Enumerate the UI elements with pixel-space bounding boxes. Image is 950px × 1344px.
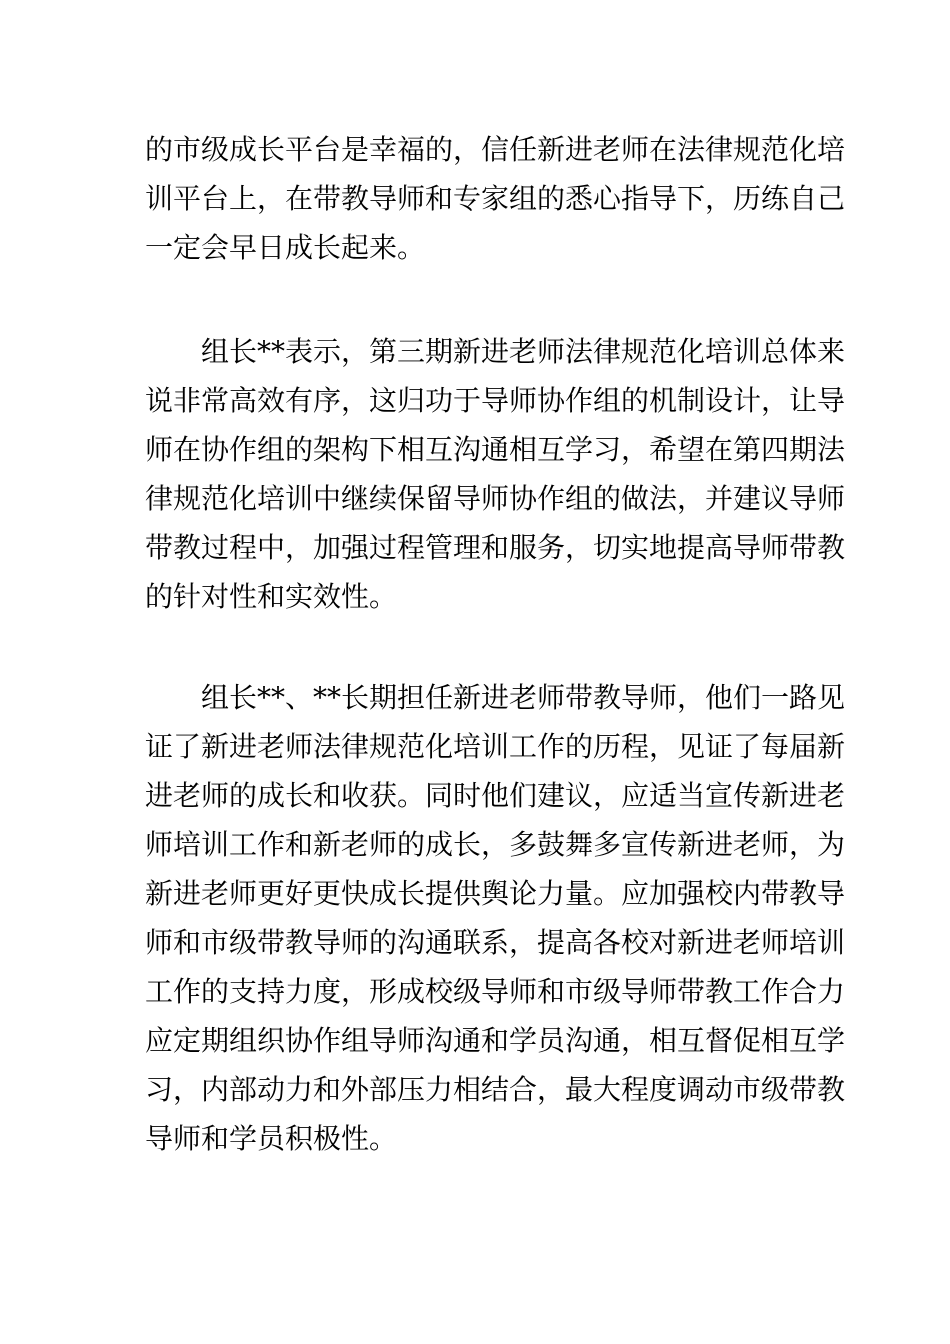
paragraph-1-line-2: 训平台上，在带教导师和专家组的悉心指导下，历练自己 [145,182,846,215]
paragraph-3-line-10: 导师和学员积极性。 [145,1122,398,1155]
paragraph-1-line-1: 的市级成长平台是幸福的，信任新进老师在法律规范化培 [145,133,846,166]
paragraph-3-line-1: 组长**、**长期担任新进老师带教导师，他们一路见 [201,681,846,714]
paragraph-1-line-3: 一定会早日成长起来。 [145,231,426,264]
paragraph-2-line-3: 师在协作组的架构下相互沟通相互学习，希望在第四期法 [145,433,846,466]
paragraph-3-line-6: 师和市级带教导师的沟通联系，提高各校对新进老师培训 [145,926,846,959]
paragraph-2-line-2: 说非常高效有序，这归功于导师协作组的机制设计，让导 [145,384,846,417]
paragraph-2-line-6: 的针对性和实效性。 [145,580,398,613]
paragraph-3-line-7: 工作的支持力度，形成校级导师和市级导师带教工作合力 [145,975,846,1008]
paragraph-2-line-5: 带教过程中，加强过程管理和服务，切实地提高导师带教 [145,531,846,564]
paragraph-1 [145,125,846,272]
paragraph-3 [145,673,846,1163]
paragraph-3-line-5: 新进老师更好更快成长提供舆论力量。应加强校内带教导 [145,877,846,910]
paragraph-2-line-1: 组长**表示，第三期新进老师法律规范化培训总体来 [201,335,846,368]
paragraph-2 [145,327,846,621]
paragraph-3-line-3: 进老师的成长和收获。同时他们建议，应适当宣传新进老 [145,779,846,812]
paragraph-2-line-4: 律规范化培训中继续保留导师协作组的做法，并建议导师 [145,482,846,515]
paragraph-3-line-4: 师培训工作和新老师的成长，多鼓舞多宣传新进老师，为 [145,828,846,861]
paragraph-3-line-8: 应定期组织协作组导师沟通和学员沟通，相互督促相互学 [145,1024,846,1057]
paragraph-3-line-2: 证了新进老师法律规范化培训工作的历程，见证了每届新 [145,730,846,763]
paragraph-3-line-9: 习，内部动力和外部压力相结合，最大程度调动市级带教 [145,1073,846,1106]
